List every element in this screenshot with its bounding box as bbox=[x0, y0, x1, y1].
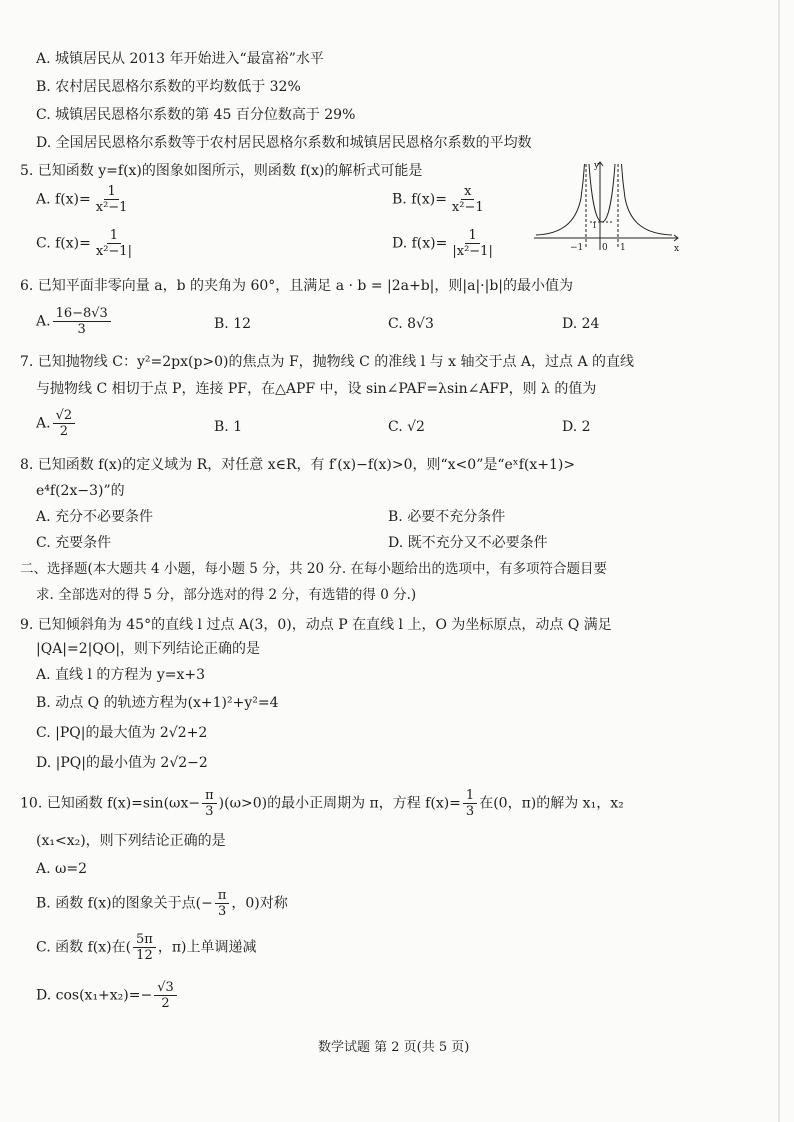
q8-option-c: C. 充要条件 bbox=[36, 535, 112, 551]
q7-stem-line2: 与抛物线 C 相切于点 P，连接 PF，在△APF 中，设 sin∠PAF=λsin∠AFP，则 λ 的值为 bbox=[36, 381, 597, 397]
page-footer: 数学试题 第 2 页(共 5 页) bbox=[318, 1040, 470, 1055]
q8-stem-line2: e⁴f(2x−3)”的 bbox=[36, 483, 125, 499]
q9-option-b: B. 动点 Q 的轨迹方程为(x+1)²+y²=4 bbox=[36, 695, 279, 711]
q9-option-d: D. |PQ|的最小值为 2√2−2 bbox=[36, 755, 208, 771]
q6-option-c: C. 8√3 bbox=[388, 316, 434, 332]
q4-option-d: D. 全国居民恩格尔系数等于农村居民恩格尔系数和城镇居民恩格尔系数的平均数 bbox=[36, 135, 532, 151]
q10-option-c: C. 函数 f(x)在( $\frac{5\pi}{12}$ ，π)上单调递减 bbox=[36, 932, 257, 963]
q9-stem-line1: 9. 已知倾斜角为 45°的直线 l 过点 A(3，0)，动点 P 在直线 l 上，O 为坐标原点，动点 Q 满足 bbox=[20, 617, 612, 633]
graph-tick-1: 1 bbox=[620, 243, 626, 253]
q6-option-a: A. $\frac{16-8√3}{3}$ bbox=[36, 306, 113, 337]
section2-heading-line2: 求. 全部选对的得 5 分，部分选对的得 2 分，有选错的得 0 分.) bbox=[36, 587, 417, 603]
q9-option-c: C. |PQ|的最大值为 2√2+2 bbox=[36, 725, 208, 741]
q7-option-b: B. 1 bbox=[214, 419, 243, 435]
q5-function-graph bbox=[532, 158, 684, 254]
scan-edge-line bbox=[778, 0, 780, 1122]
graph-y-label: y bbox=[594, 161, 600, 171]
q5-option-c: C. f(x)= $\frac{1}{\text{x²−1|}}$ bbox=[36, 228, 132, 259]
section2-heading-line1: 二、选择题(本大题共 4 小题，每小题 5 分，共 20 分. 在每小题给出的选项中，有多项符合题目要 bbox=[20, 561, 607, 577]
graph-tick-0: 0 bbox=[602, 243, 608, 253]
q9-stem-line2: |QA|=2|QO|，则下列结论正确的是 bbox=[36, 641, 261, 657]
q10-stem-line1: 10. 已知函数 f(x)=sin(ωx− $\frac{\pi}{3}$ )(ω>0)的最小正周期为 π，方程 f(x)= $\frac{1}{3}$ 在(0，π)的解为 x₁，x₂ bbox=[20, 788, 624, 819]
q5-option-d: D. f(x)= $\frac{1}{\text{|x²−1|}}$ bbox=[392, 228, 493, 259]
q4-option-c: C. 城镇居民恩格尔系数的第 45 百分位数高于 29% bbox=[36, 107, 356, 123]
q10-option-a: A. ω=2 bbox=[36, 861, 88, 877]
q8-option-d: D. 既不充分又不必要条件 bbox=[388, 535, 548, 551]
q4-option-a: A. 城镇居民从 2013 年开始进入“最富裕”水平 bbox=[36, 51, 324, 67]
q8-stem-line1: 8. 已知函数 f(x)的定义域为 R，对任意 x∈R，有 f′(x)−f(x)>0，则“x<0”是“eˣf(x+1)> bbox=[20, 457, 576, 473]
graph-tick-neg1: −1 bbox=[570, 243, 584, 253]
q7-stem-line1: 7. 已知抛物线 C：y²=2px(p>0)的焦点为 F，抛物线 C 的准线 l 与 x 轴交于点 A，过点 A 的直线 bbox=[20, 354, 635, 370]
q8-option-a: A. 充分不必要条件 bbox=[36, 509, 154, 525]
q4-option-b: B. 农村居民恩格尔系数的平均数低于 32% bbox=[36, 79, 301, 95]
graph-x-label: x bbox=[674, 244, 680, 254]
q6-option-d: D. 24 bbox=[562, 316, 600, 332]
q5-stem: 5. 已知函数 y=f(x)的图象如图所示，则函数 f(x)的解析式可能是 bbox=[20, 163, 423, 179]
q5-option-b: B. f(x)= $\frac{x}{\text{x²−1}}$ bbox=[392, 184, 484, 215]
q6-stem: 6. 已知平面非零向量 a，b 的夹角为 60°，且满足 a · b = |2a+b|，则|a|·|b|的最小值为 bbox=[20, 278, 574, 294]
q6-option-b: B. 12 bbox=[214, 316, 252, 332]
q10-option-d: D. cos(x₁+x₂)=− $\frac{√3}{2}$ bbox=[36, 980, 179, 1011]
q10-option-b: B. 函数 f(x)的图象关于点(− $\frac{\pi}{3}$ ，0)对称 bbox=[36, 888, 288, 919]
q7-option-d: D. 2 bbox=[562, 419, 591, 435]
q9-option-a: A. 直线 l 的方程为 y=x+3 bbox=[36, 667, 206, 683]
q10-stem-line2: (x₁<x₂)，则下列结论正确的是 bbox=[36, 833, 226, 849]
q7-option-a: A. $\frac{√2}{2}$ bbox=[36, 408, 77, 439]
q7-option-c: C. √2 bbox=[388, 419, 425, 435]
graph-tick-y1: 1 bbox=[592, 221, 598, 230]
q8-option-b: B. 必要不充分条件 bbox=[388, 509, 506, 525]
q5-option-a: A. f(x)= $\frac{1}{\text{x²−1}}$ bbox=[36, 184, 128, 215]
